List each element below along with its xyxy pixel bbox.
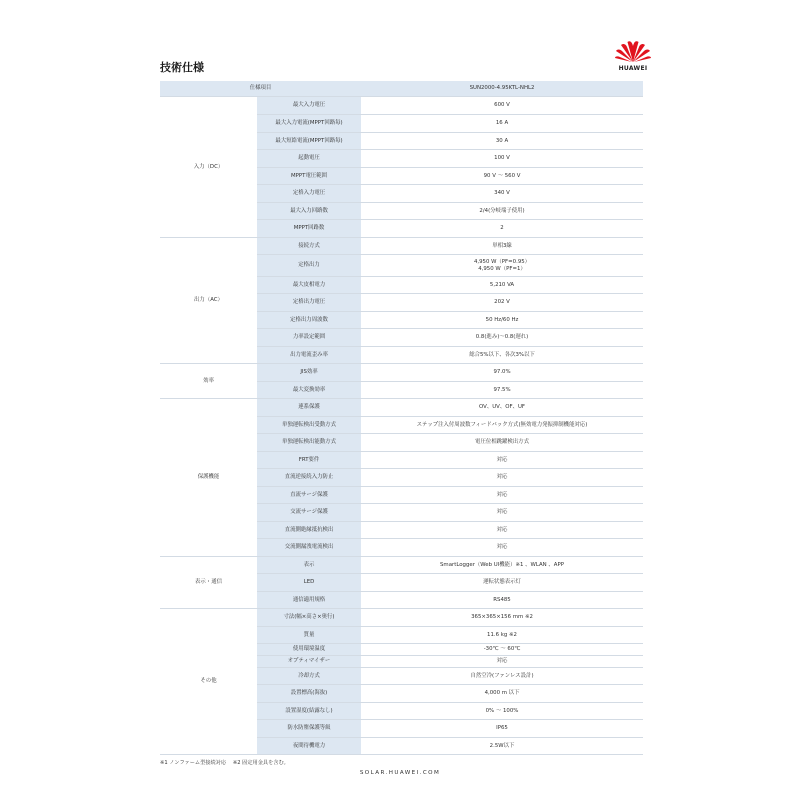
value-cell: 600 V [361,97,643,115]
value-cell: 0% ～ 100% [361,703,643,720]
item-cell: 防水防塵保護等級 [257,720,361,738]
item-cell: 直流逆接続入力防止 [257,469,361,487]
value-cell: 対応 [361,504,643,522]
value-cell: -30℃ ～ 60℃ [361,644,643,656]
item-cell: 交流サージ保護 [257,504,361,522]
footnote: ※1 ノンファーム型接続対応 ※2 固定用金具を含む。 [160,760,289,766]
table-row [160,557,643,574]
table-row [160,238,643,255]
value-cell: 365×365×156 mm ※2 [361,609,643,627]
category-cell: 入力（DC） [160,97,257,238]
value-cell: 16 A [361,115,643,133]
value-cell: 対応 [361,469,643,487]
item-cell: 最大入力回路数 [257,203,361,220]
value-cell: 自然空冷(ファンレス設計) [361,668,643,685]
logo-text: HUAWEI [618,65,648,72]
value-cell: 97.5% [361,382,643,399]
item-cell: 定格出力周波数 [257,312,361,329]
item-cell: 連系保護 [257,399,361,417]
value-cell: 2.5W以下 [361,738,643,755]
value-cell: OV、UV、OF、UF [361,399,643,417]
item-cell: 最大入力電流(MPPT回路毎) [257,115,361,133]
item-cell: JIS効率 [257,364,361,382]
item-cell: 通信適用規格 [257,592,361,609]
item-cell: MPPT電圧範囲 [257,168,361,185]
value-cell: 運転状態表示灯 [361,574,643,592]
item-cell: 設置湿度(結露なし) [257,703,361,720]
header-label-cell: 仕様項目 [160,81,361,97]
category-cell: 出力（AC） [160,238,257,364]
item-cell: 使用環境温度 [257,644,361,656]
value-cell: 4,000 m 以下 [361,685,643,703]
value-cell: 100 V [361,150,643,168]
item-cell: オプティマイザー [257,656,361,668]
table-header-row [160,81,643,97]
item-cell: 単独運転検出能動方式 [257,434,361,452]
huawei-logo [610,38,656,76]
value-cell: 4,950 W（PF=0.95） 4,950 W（PF=1） [361,255,643,277]
item-cell: 設置標高(海抜) [257,685,361,703]
value-cell: 2 [361,220,643,238]
item-cell: 単独運転検出受動方式 [257,417,361,434]
site-url: SOLAR.HUAWEI.COM [359,770,441,776]
item-cell: 交流側漏洩電流検出 [257,539,361,557]
value-cell: 2/4(分岐端子使用) [361,203,643,220]
value-cell: 対応 [361,452,643,469]
item-cell: 定格出力 [257,255,361,277]
value-cell: 30 A [361,133,643,150]
table-row [160,97,643,115]
value-cell: 0.8(進み)～0.8(遅れ) [361,329,643,347]
item-cell: FRT要件 [257,452,361,469]
item-cell: 直流サージ保護 [257,487,361,504]
item-cell: 夜間待機電力 [257,738,361,755]
value-cell: 単相3線 [361,238,643,255]
item-cell: MPPT回路数 [257,220,361,238]
value-cell: 対応 [361,522,643,539]
value-cell: 97.0% [361,364,643,382]
page-title: 技術仕様 [160,61,204,74]
item-cell: 定格出力電圧 [257,294,361,312]
item-cell: 冷却方式 [257,668,361,685]
value-cell: 対応 [361,539,643,557]
value-cell: RS485 [361,592,643,609]
item-cell: 接続方式 [257,238,361,255]
category-cell: 表示・通信 [160,557,257,609]
item-cell: 最大短絡電流(MPPT回路毎) [257,133,361,150]
value-cell: 50 Hz/60 Hz [361,312,643,329]
item-cell: 最大変換効率 [257,382,361,399]
value-cell: ステップ注入付周波数フィードバック方式(無効電力発振抑制機能対応) [361,417,643,434]
value-cell: 5,210 VA [361,277,643,294]
value-cell: IP65 [361,720,643,738]
huawei-flower-icon [613,38,653,64]
category-cell: 保護機能 [160,399,257,557]
item-cell: 定格入力電圧 [257,185,361,203]
category-cell: 効率 [160,364,257,399]
item-cell: LED [257,574,361,592]
item-cell: 出力電流歪み率 [257,347,361,364]
value-cell: 202 V [361,294,643,312]
header-model-cell: SUN2000-4.95KTL-NHL2 [361,81,643,97]
value-cell: 340 V [361,185,643,203]
spec-table [160,81,643,755]
table-row [160,399,643,417]
item-cell: 最大皮相電力 [257,277,361,294]
value-cell: 総合5%以下、各次3%以下 [361,347,643,364]
table-row [160,364,643,382]
value-cell: 対応 [361,656,643,668]
value-cell: SmartLogger（Web UI機能）※1 、WLAN 、APP [361,557,643,574]
table-row [160,609,643,627]
item-cell: 力率設定範囲 [257,329,361,347]
item-cell: 最大入力電圧 [257,97,361,115]
item-cell: 寸法(幅×高さ×奥行) [257,609,361,627]
category-cell: その他 [160,609,257,755]
value-cell: 11.6 kg ※2 [361,627,643,644]
item-cell: 起動電圧 [257,150,361,168]
item-cell: 表示 [257,557,361,574]
value-cell: 対応 [361,487,643,504]
item-cell: 直流側絶縁抵抗検出 [257,522,361,539]
item-cell: 質量 [257,627,361,644]
value-cell: 90 V ～ 560 V [361,168,643,185]
value-cell: 電圧位相跳躍検出方式 [361,434,643,452]
